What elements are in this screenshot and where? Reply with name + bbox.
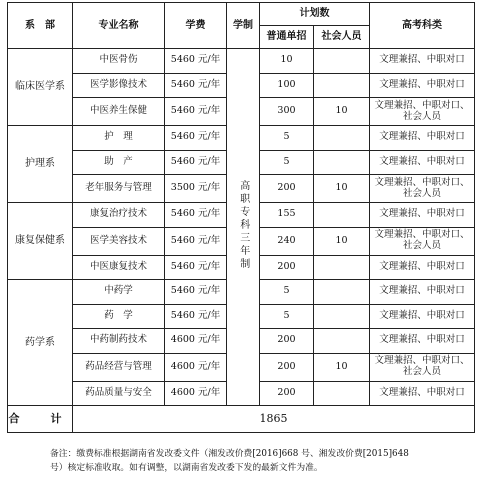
plan-social-cell: [314, 280, 370, 305]
system-text: 高职专科三年制: [237, 179, 249, 271]
plan-social-cell: [314, 73, 370, 98]
header-system: 学制: [227, 3, 260, 49]
plan-social-cell: [314, 126, 370, 151]
subjects-cell: 文理兼招、中职对口: [370, 381, 475, 406]
subjects-cell: 文理兼招、中职对口: [370, 304, 475, 329]
plan-social-cell: 10: [314, 353, 370, 381]
total-label: 合 计: [8, 406, 73, 433]
plan-social-cell: 10: [314, 227, 370, 255]
major-cell: 药品质量与安全: [73, 381, 165, 406]
major-cell: 医学影像技术: [73, 73, 165, 98]
subjects-cell: 文理兼招、中职对口: [370, 73, 475, 98]
header-fee: 学费: [165, 3, 227, 49]
dept-cell: 药学系: [8, 280, 73, 406]
table-row: [8, 49, 475, 74]
plan-social-cell: [314, 329, 370, 354]
subjects-cell: 文理兼招、中职对口: [370, 280, 475, 305]
plan-regular-cell: 100: [260, 73, 314, 98]
dept-cell: 康复保健系: [8, 203, 73, 280]
plan-social-cell: 10: [314, 98, 370, 126]
plan-regular-cell: 10: [260, 49, 314, 74]
system-cell: [227, 49, 260, 406]
subjects-cell: 文理兼招、中职对口、社会人员: [370, 353, 475, 381]
fee-cell: 5460 元/年: [165, 73, 227, 98]
fee-cell: 4600 元/年: [165, 381, 227, 406]
plan-social-cell: [314, 381, 370, 406]
fee-cell: 4600 元/年: [165, 353, 227, 381]
major-cell: 中药学: [73, 280, 165, 305]
major-cell: 助 产: [73, 150, 165, 175]
total-value: 1865: [73, 406, 475, 433]
plan-regular-cell: 5: [260, 150, 314, 175]
major-cell: 康复治疗技术: [73, 203, 165, 228]
fee-cell: 4600 元/年: [165, 329, 227, 354]
dept-cell: 临床医学系: [8, 49, 73, 126]
plan-social-cell: [314, 304, 370, 329]
plan-regular-cell: 300: [260, 98, 314, 126]
subjects-cell: 文理兼招、中职对口、社会人员: [370, 227, 475, 255]
plan-regular-cell: 200: [260, 353, 314, 381]
plan-regular-cell: 200: [260, 381, 314, 406]
plan-social-cell: [314, 203, 370, 228]
major-cell: 中医骨伤: [73, 49, 165, 74]
plan-social-cell: 10: [314, 175, 370, 203]
subjects-cell: 文理兼招、中职对口: [370, 329, 475, 354]
plan-social-cell: [314, 49, 370, 74]
header-plan-regular: 普通单招: [260, 26, 314, 49]
plan-regular-cell: 200: [260, 175, 314, 203]
major-cell: 药 学: [73, 304, 165, 329]
subjects-cell: 文理兼招、中职对口: [370, 255, 475, 280]
fee-cell: 5460 元/年: [165, 49, 227, 74]
major-cell: 中医养生保健: [73, 98, 165, 126]
fee-cell: 5460 元/年: [165, 203, 227, 228]
dept-cell: 护理系: [8, 126, 73, 203]
fee-cell: 5460 元/年: [165, 150, 227, 175]
fee-cell: 5460 元/年: [165, 126, 227, 151]
fee-cell: 3500 元/年: [165, 175, 227, 203]
footnote: [50, 447, 470, 475]
major-cell: 医学美容技术: [73, 227, 165, 255]
total-row: [8, 406, 475, 433]
plan-regular-cell: 5: [260, 280, 314, 305]
subjects-cell: 文理兼招、中职对口: [370, 49, 475, 74]
major-cell: 中医康复技术: [73, 255, 165, 280]
subjects-cell: 文理兼招、中职对口: [370, 203, 475, 228]
plan-regular-cell: 240: [260, 227, 314, 255]
header-subjects: 高考科类: [370, 3, 475, 49]
subjects-cell: 文理兼招、中职对口: [370, 150, 475, 175]
header-major: 专业名称: [73, 3, 165, 49]
footnote-line-2: 号）核定标准收取。如有调整，以湖南省发改委下发的最新文件为准。: [50, 463, 323, 473]
major-cell: 老年服务与管理: [73, 175, 165, 203]
header-plan-social: 社会人员: [314, 26, 370, 49]
plan-social-cell: [314, 150, 370, 175]
plan-social-cell: [314, 255, 370, 280]
plan-regular-cell: 200: [260, 255, 314, 280]
subjects-cell: 文理兼招、中职对口: [370, 126, 475, 151]
major-cell: 药品经营与管理: [73, 353, 165, 381]
fee-cell: 5460 元/年: [165, 98, 227, 126]
plan-regular-cell: 5: [260, 304, 314, 329]
fee-cell: 5460 元/年: [165, 255, 227, 280]
major-cell: 护 理: [73, 126, 165, 151]
subjects-cell: 文理兼招、中职对口、社会人员: [370, 175, 475, 203]
header-dept: 系 部: [8, 3, 73, 49]
enrollment-table: [7, 2, 475, 433]
fee-cell: 5460 元/年: [165, 304, 227, 329]
fee-cell: 5460 元/年: [165, 280, 227, 305]
header-plan: 计划数: [260, 3, 370, 26]
major-cell: 中药制药技术: [73, 329, 165, 354]
footnote-line-1: 备注：缴费标准根据湖南省发改委文件（湘发改价费[2016]668 号、湘发改价费[2015]648: [50, 449, 409, 459]
subjects-cell: 文理兼招、中职对口、社会人员: [370, 98, 475, 126]
plan-regular-cell: 5: [260, 126, 314, 151]
plan-regular-cell: 155: [260, 203, 314, 228]
plan-regular-cell: 200: [260, 329, 314, 354]
fee-cell: 5460 元/年: [165, 227, 227, 255]
